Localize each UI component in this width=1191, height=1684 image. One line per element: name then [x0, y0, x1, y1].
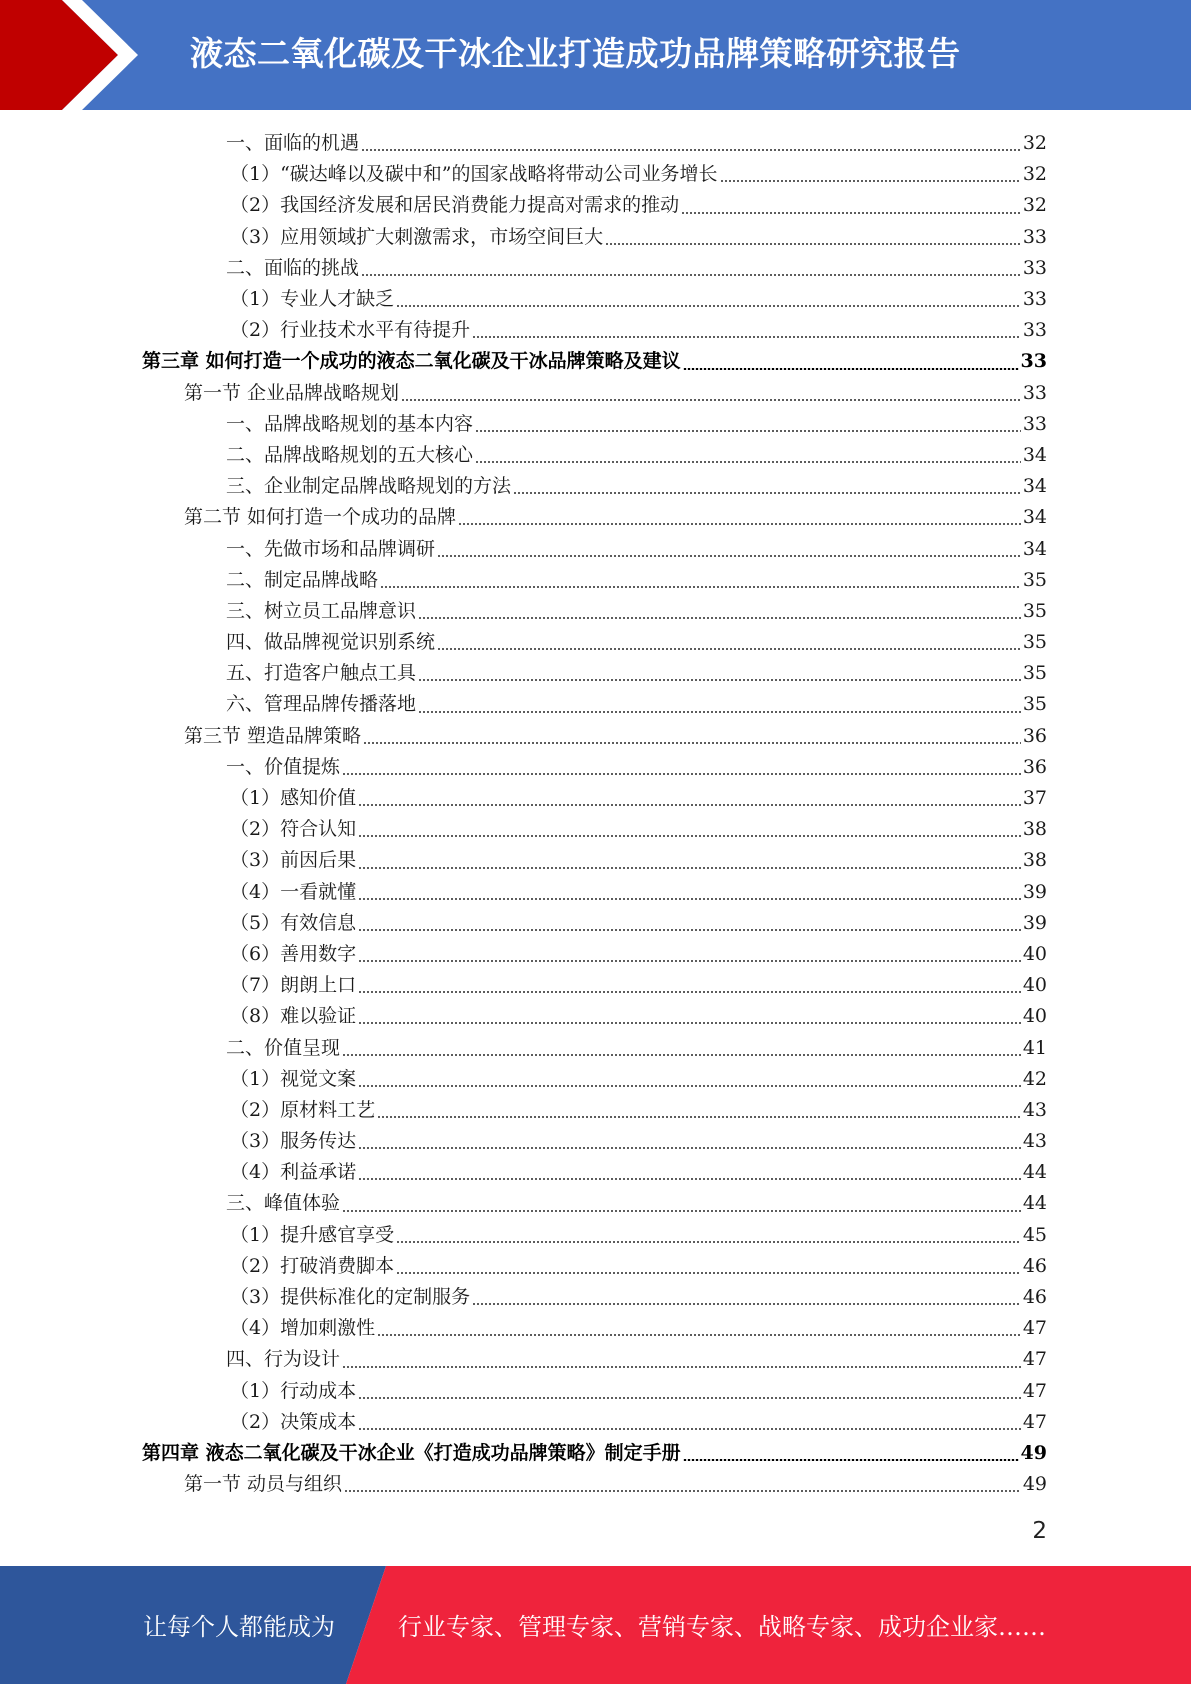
toc-entry-title: （1）“碳达峰以及碳中和”的国家战略将带动公司业务增长 [230, 163, 718, 186]
toc-entry-title: （4）一看就懂 [230, 880, 357, 903]
toc-dot-leader [358, 991, 1021, 993]
toc-page-number: 47 [1022, 1348, 1047, 1371]
toc-entry[interactable] [0, 1220, 1191, 1251]
toc-entry[interactable] [0, 939, 1191, 970]
toc-dot-leader [401, 399, 1021, 401]
toc-dot-leader [358, 804, 1021, 806]
toc-entry[interactable] [0, 315, 1191, 346]
toc-page-number: 32 [1022, 132, 1047, 155]
toc-page-number: 47 [1022, 1379, 1047, 1402]
header-arrow-decoration [0, 0, 200, 110]
toc-entry-title: （2）我国经济发展和居民消费能力提高对需求的推动 [230, 194, 680, 217]
toc-page-number: 33 [1022, 381, 1047, 404]
toc-page-number: 39 [1022, 880, 1047, 903]
toc-page-number: 42 [1022, 1067, 1047, 1090]
toc-entry[interactable] [0, 627, 1191, 658]
toc-entry-title: （6）善用数字 [230, 942, 357, 965]
toc-entry-title: （1）视觉文案 [230, 1067, 357, 1090]
toc-entry-title: （5）有效信息 [230, 911, 357, 934]
toc-entry[interactable] [0, 565, 1191, 596]
toc-entry[interactable] [0, 596, 1191, 627]
toc-entry[interactable] [0, 1344, 1191, 1375]
toc-entry[interactable] [0, 1188, 1191, 1219]
toc-entry-title: 第四章 液态二氧化碳及干冰企业《打造成功品牌策略》制定手册 [142, 1441, 681, 1464]
toc-entry-title: 二、价值呈现 [226, 1036, 341, 1059]
toc-page-number: 35 [1022, 631, 1047, 654]
toc-entry-title: 第一节 动员与组织 [184, 1473, 343, 1496]
toc-entry[interactable] [0, 1064, 1191, 1095]
toc-entry-title: （3）前因后果 [230, 849, 357, 872]
toc-entry-title: 三、峰值体验 [226, 1192, 341, 1215]
toc-entry[interactable] [0, 190, 1191, 221]
toc-page-number: 39 [1022, 911, 1047, 934]
toc-chapter-entry[interactable] [0, 1438, 1191, 1469]
toc-page-number: 36 [1022, 724, 1047, 747]
toc-page-number: 44 [1022, 1161, 1047, 1184]
toc-entry-title: （4）利益承诺 [230, 1161, 357, 1184]
toc-page-number: 33 [1022, 319, 1047, 342]
toc-entry-title: 一、面临的机遇 [226, 132, 360, 155]
toc-dot-leader [418, 711, 1021, 713]
toc-entry[interactable] [0, 128, 1191, 159]
toc-dot-leader [342, 1366, 1021, 1368]
toc-dot-leader [458, 523, 1021, 525]
toc-entry-title: （8）难以验证 [230, 1005, 357, 1028]
toc-entry[interactable] [0, 471, 1191, 502]
toc-entry[interactable] [0, 409, 1191, 440]
toc-page-number: 33 [1020, 350, 1047, 373]
toc-dot-leader [475, 430, 1021, 432]
toc-section-entry[interactable] [0, 378, 1191, 409]
toc-dot-leader [683, 1459, 1019, 1461]
toc-page-number: 45 [1022, 1223, 1047, 1246]
toc-dot-leader [437, 555, 1021, 557]
toc-page-number: 46 [1022, 1286, 1047, 1309]
toc-page-number: 47 [1022, 1410, 1047, 1433]
toc-page-number: 35 [1022, 568, 1047, 591]
toc-dot-leader [358, 898, 1021, 900]
table-of-contents [0, 128, 1191, 1500]
toc-entry[interactable] [0, 1407, 1191, 1438]
toc-entry[interactable] [0, 689, 1191, 720]
toc-entry-title: （2）行业技术水平有待提升 [230, 319, 471, 342]
toc-entry-title: （2）决策成本 [230, 1410, 357, 1433]
toc-dot-leader [358, 960, 1021, 962]
toc-entry[interactable] [0, 1376, 1191, 1407]
toc-page-number: 33 [1022, 225, 1047, 248]
toc-entry[interactable] [0, 253, 1191, 284]
toc-dot-leader [396, 1241, 1021, 1243]
toc-page-number: 40 [1022, 942, 1047, 965]
toc-entry-title: 三、树立员工品牌意识 [226, 599, 417, 622]
toc-entry-title: 一、价值提炼 [226, 755, 341, 778]
toc-dot-leader [361, 274, 1021, 276]
toc-page-number: 35 [1022, 693, 1047, 716]
toc-entry[interactable] [0, 908, 1191, 939]
toc-entry-title: 二、面临的挑战 [226, 256, 360, 279]
toc-entry-title: 二、品牌战略规划的五大核心 [226, 443, 474, 466]
toc-dot-leader [358, 1178, 1021, 1180]
toc-entry[interactable] [0, 845, 1191, 876]
toc-page-number: 38 [1022, 818, 1047, 841]
toc-entry-title: （1）提升感官享受 [230, 1223, 395, 1246]
toc-entry-title: （3）服务传达 [230, 1130, 357, 1153]
toc-entry-title: 六、管理品牌传播落地 [226, 693, 417, 716]
toc-page-number: 37 [1022, 787, 1047, 810]
toc-entry[interactable] [0, 1157, 1191, 1188]
page-number: 2 [1032, 1518, 1047, 1544]
toc-dot-leader [358, 1022, 1021, 1024]
toc-dot-leader [472, 336, 1021, 338]
toc-dot-leader [437, 648, 1021, 650]
toc-entry-title: （1）行动成本 [230, 1379, 357, 1402]
toc-dot-leader [605, 243, 1021, 245]
toc-entry[interactable] [0, 1095, 1191, 1126]
toc-entry[interactable] [0, 970, 1191, 1001]
toc-entry[interactable] [0, 1282, 1191, 1313]
toc-chapter-entry[interactable] [0, 346, 1191, 377]
toc-entry[interactable] [0, 222, 1191, 253]
toc-dot-leader [472, 1303, 1021, 1305]
toc-page-number: 33 [1022, 288, 1047, 311]
toc-page-number: 34 [1022, 443, 1047, 466]
toc-dot-leader [358, 1085, 1021, 1087]
toc-entry[interactable] [0, 440, 1191, 471]
toc-page-number: 34 [1022, 537, 1047, 560]
toc-entry-title: 二、制定品牌战略 [226, 568, 379, 591]
toc-dot-leader [342, 1210, 1021, 1212]
toc-dot-leader [513, 492, 1021, 494]
toc-entry-title: 第三章 如何打造一个成功的液态二氧化碳及干冰品牌策略及建议 [142, 350, 681, 373]
toc-dot-leader [377, 1334, 1021, 1336]
toc-dot-leader [380, 586, 1021, 588]
toc-entry-title: 一、先做市场和品牌调研 [226, 537, 436, 560]
toc-page-number: 41 [1022, 1036, 1047, 1059]
toc-dot-leader [358, 1428, 1021, 1430]
toc-page-number: 36 [1022, 755, 1047, 778]
toc-dot-leader [361, 149, 1021, 151]
toc-dot-leader [358, 1397, 1021, 1399]
toc-entry[interactable] [0, 1032, 1191, 1063]
toc-entry-title: （3）提供标准化的定制服务 [230, 1286, 471, 1309]
header-red-block [0, 0, 118, 110]
toc-section-entry[interactable] [0, 1469, 1191, 1500]
toc-entry[interactable] [0, 1313, 1191, 1344]
toc-page-number: 40 [1022, 974, 1047, 997]
toc-dot-leader [475, 461, 1021, 463]
toc-dot-leader [683, 368, 1019, 370]
toc-entry-title: 三、企业制定品牌战略规划的方法 [226, 475, 512, 498]
toc-dot-leader [344, 1490, 1021, 1492]
toc-dot-leader [358, 867, 1021, 869]
toc-page-number: 46 [1022, 1254, 1047, 1277]
toc-page-number: 44 [1022, 1192, 1047, 1215]
footer-slogan-left: 让每个人都能成为 [143, 1613, 335, 1641]
report-title: 液态二氧化碳及干冰企业打造成功品牌策略研究报告 [190, 34, 961, 73]
toc-entry[interactable] [0, 658, 1191, 689]
toc-entry-title: （1）感知价值 [230, 787, 357, 810]
toc-entry[interactable] [0, 814, 1191, 845]
toc-entry-title: 五、打造客户触点工具 [226, 662, 417, 685]
toc-entry[interactable] [0, 1251, 1191, 1282]
toc-page-number: 49 [1022, 1473, 1047, 1496]
toc-entry-title: 四、做品牌视觉识别系统 [226, 631, 436, 654]
toc-page-number: 49 [1020, 1441, 1047, 1464]
toc-dot-leader [377, 1116, 1021, 1118]
toc-dot-leader [363, 742, 1021, 744]
toc-page-number: 38 [1022, 849, 1047, 872]
toc-page-number: 40 [1022, 1005, 1047, 1028]
toc-entry-title: 第三节 塑造品牌策略 [184, 724, 362, 747]
toc-entry[interactable] [0, 284, 1191, 315]
toc-entry-title: （2）原材料工艺 [230, 1098, 376, 1121]
toc-page-number: 35 [1022, 599, 1047, 622]
toc-page-number: 43 [1022, 1098, 1047, 1121]
toc-entry-title: （3）应用领域扩大刺激需求，市场空间巨大 [230, 225, 604, 248]
toc-entry-title: 四、行为设计 [226, 1348, 341, 1371]
toc-dot-leader [358, 1147, 1021, 1149]
toc-page-number: 32 [1022, 163, 1047, 186]
toc-dot-leader [418, 679, 1021, 681]
page-header [0, 0, 1191, 110]
toc-page-number: 34 [1022, 475, 1047, 498]
toc-entry-title: （7）朗朗上口 [230, 974, 357, 997]
toc-page-number: 33 [1022, 256, 1047, 279]
toc-dot-leader [358, 835, 1021, 837]
toc-entry[interactable] [0, 877, 1191, 908]
toc-entry-title: 一、品牌战略规划的基本内容 [226, 412, 474, 435]
page-footer [0, 1566, 1191, 1684]
toc-entry[interactable] [0, 1126, 1191, 1157]
toc-page-number: 34 [1022, 506, 1047, 529]
toc-entry-title: （4）增加刺激性 [230, 1317, 376, 1340]
toc-section-entry[interactable] [0, 502, 1191, 533]
toc-entry-title: 第一节 企业品牌战略规划 [184, 381, 400, 404]
toc-entry[interactable] [0, 533, 1191, 564]
toc-page-number: 35 [1022, 662, 1047, 685]
footer-slogan-right: 行业专家、管理专家、营销专家、战略专家、成功企业家…… [398, 1613, 1046, 1641]
toc-page-number: 32 [1022, 194, 1047, 217]
toc-dot-leader [720, 180, 1021, 182]
toc-entry-title: （2）符合认知 [230, 818, 357, 841]
toc-entry[interactable] [0, 159, 1191, 190]
toc-entry-title: （2）打破消费脚本 [230, 1254, 395, 1277]
toc-dot-leader [342, 773, 1021, 775]
toc-dot-leader [418, 617, 1021, 619]
toc-dot-leader [681, 212, 1021, 214]
toc-page-number: 33 [1022, 412, 1047, 435]
toc-entry[interactable] [0, 783, 1191, 814]
toc-page-number: 47 [1022, 1317, 1047, 1340]
toc-page-number: 43 [1022, 1130, 1047, 1153]
toc-entry[interactable] [0, 1001, 1191, 1032]
toc-dot-leader [396, 305, 1021, 307]
toc-dot-leader [342, 1054, 1021, 1056]
toc-section-entry[interactable] [0, 721, 1191, 752]
toc-dot-leader [396, 1272, 1021, 1274]
toc-entry-title: 第二节 如何打造一个成功的品牌 [184, 506, 457, 529]
toc-dot-leader [358, 929, 1021, 931]
toc-entry-title: （1）专业人才缺乏 [230, 288, 395, 311]
toc-entry[interactable] [0, 752, 1191, 783]
